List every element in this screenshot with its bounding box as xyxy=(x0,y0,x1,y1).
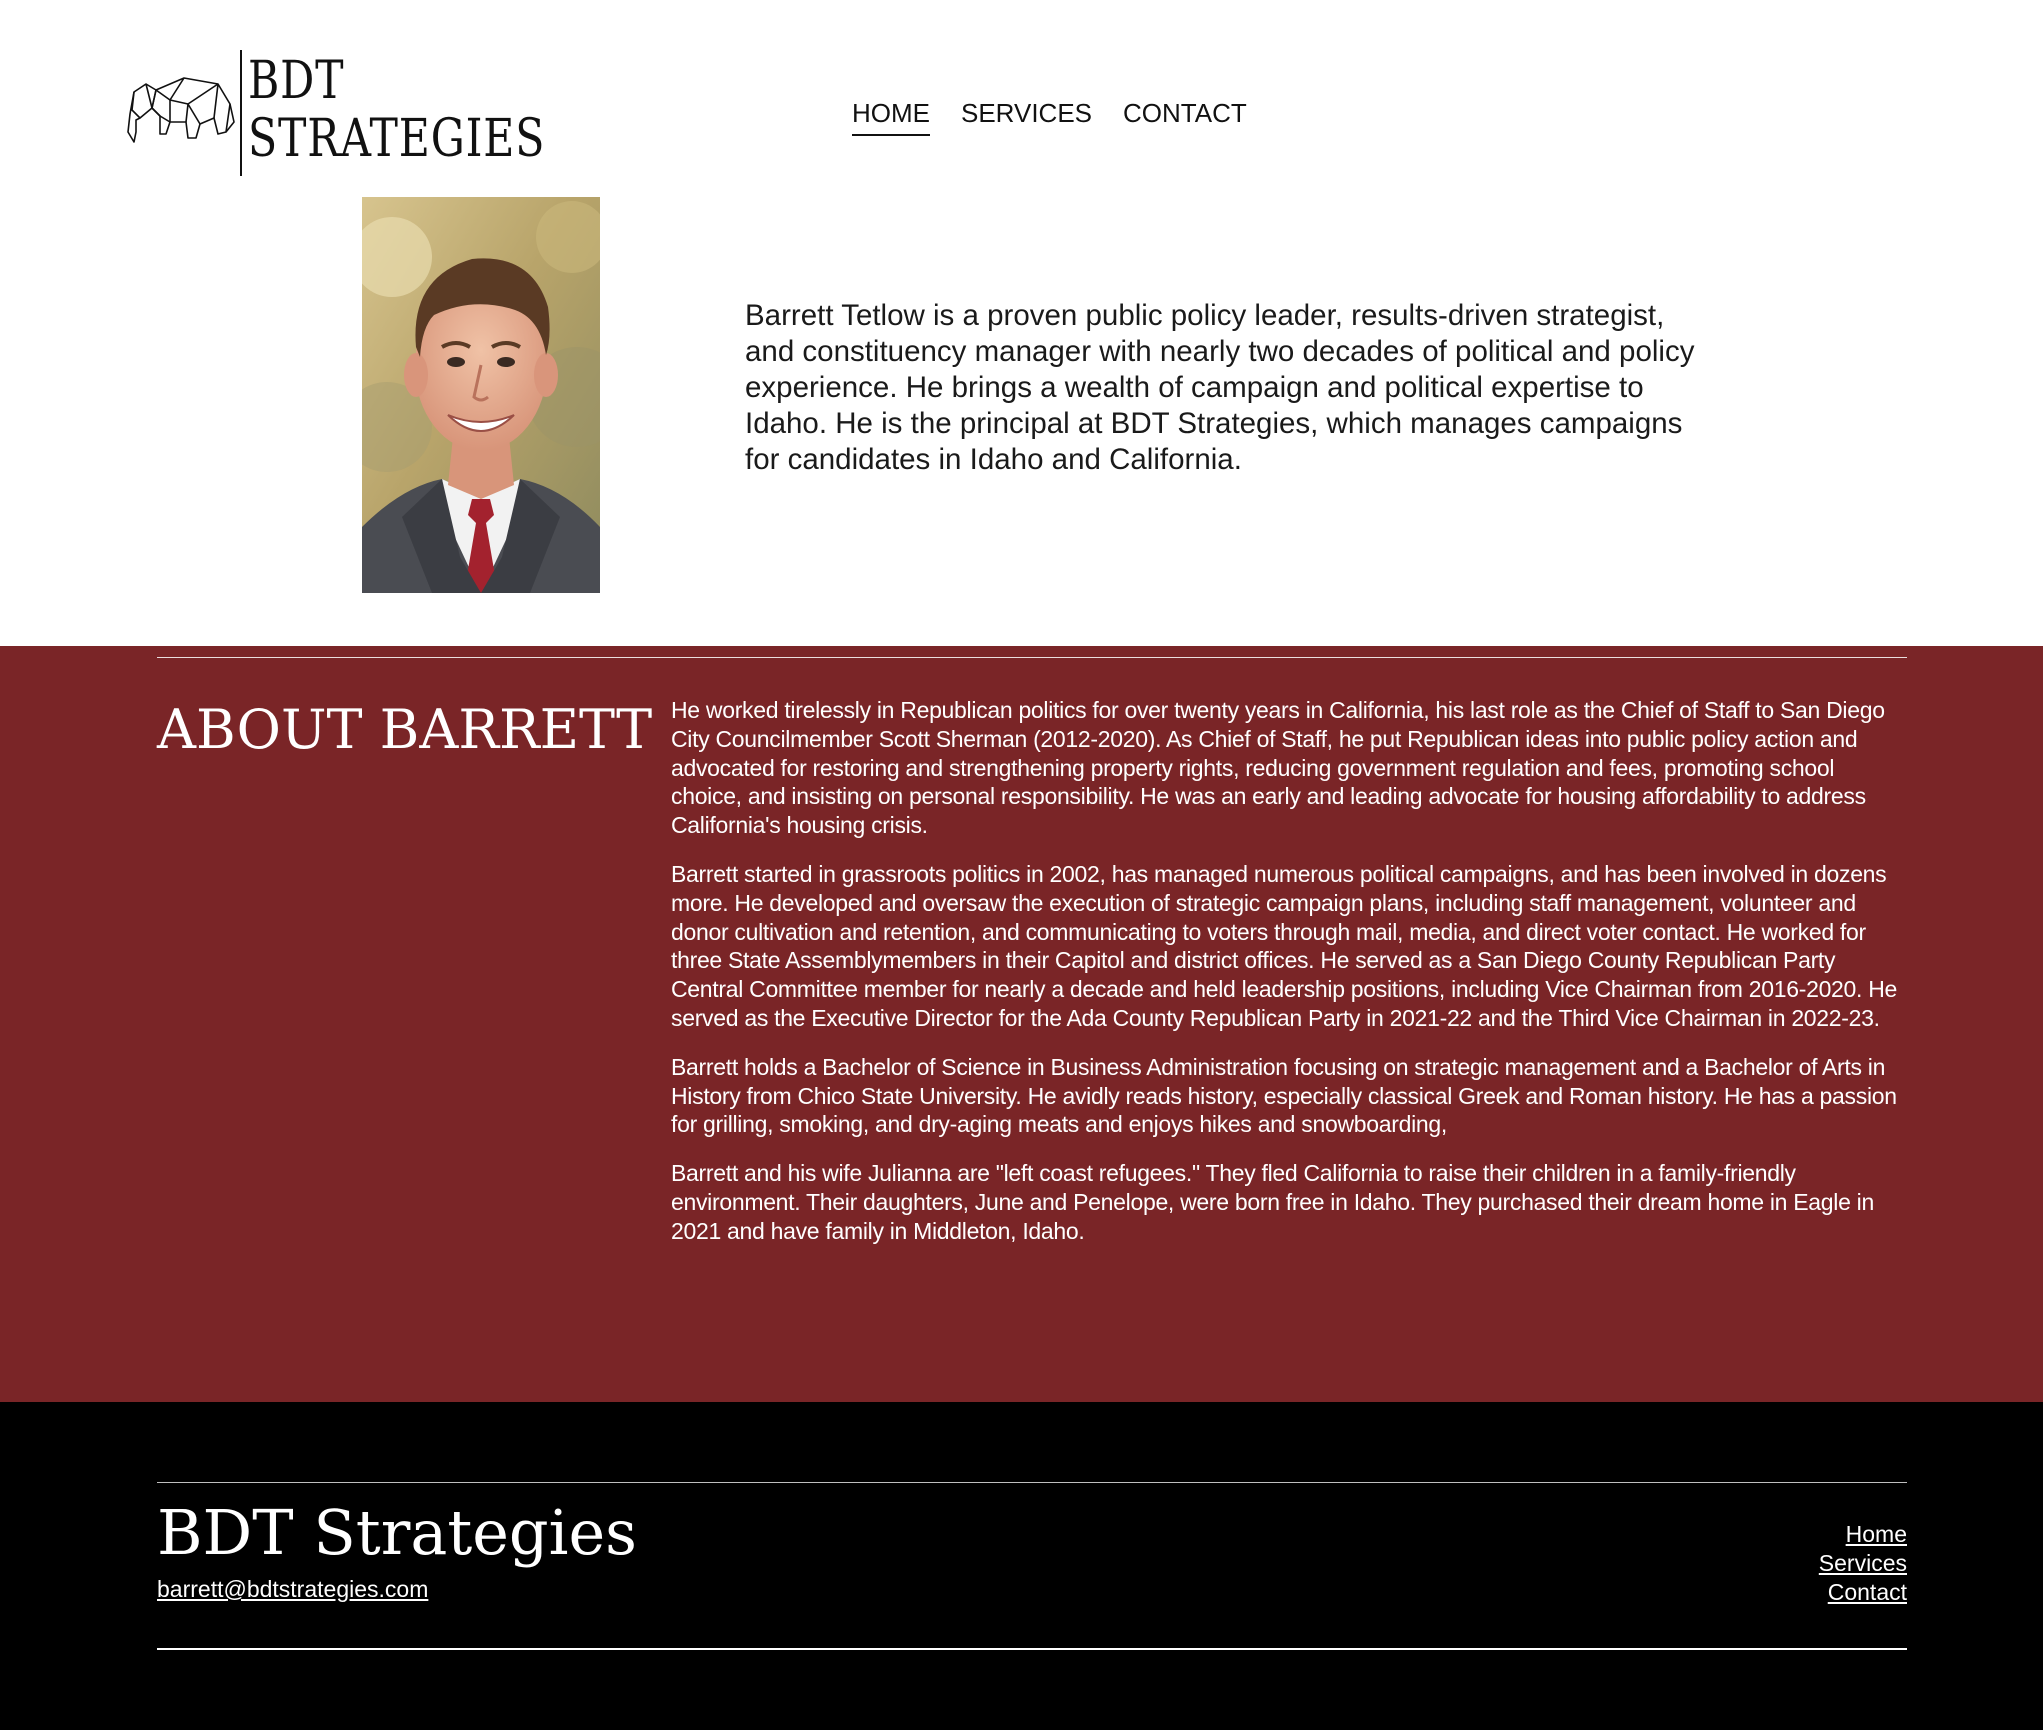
nav-contact-link[interactable]: CONTACT xyxy=(1123,98,1247,128)
footer-contact-link[interactable]: Contact xyxy=(1827,1579,1907,1605)
logo-line-2: STRATEGIES xyxy=(248,109,546,169)
logo-divider xyxy=(240,50,242,176)
footer-divider-bottom xyxy=(157,1648,1907,1650)
about-section xyxy=(0,646,2043,1402)
portrait-photo xyxy=(362,197,600,593)
about-body xyxy=(671,696,1907,1266)
footer-brand: BDT Strategies xyxy=(157,1496,637,1569)
footer-nav xyxy=(1819,1520,1907,1607)
footer-services-link[interactable]: Services xyxy=(1818,1550,1907,1576)
about-divider xyxy=(157,657,1907,658)
site-logo[interactable] xyxy=(126,50,546,178)
about-paragraph-2: Barrett started in grassroots politics in 2002, has managed numerous political campaigns, and has been involved in dozens more. He developed and oversaw the execution of strategic campaign plans, including staff management, volunteer and donor cultivation and retention, and communicating to voters through mail, media, and direct voter contact. He worked for three State Assemblymembers in their Capitol and district offices. He served as a San Diego County Republican Party Central Committee member for nearly a decade and held leadership positions, including Vice Chairman from 2016-2020. He served as the Executive Director for the Ada County Republican Party in 2021-22 and the Third Vice Chairman in 2022-23. xyxy=(671,860,1898,1031)
hero-intro-text: Barrett Tetlow is a proven public policy leader, results-driven strategist, and constituency manager with nearly two decades of political and policy experience. He brings a wealth of campaign and political expertise to Idaho. He is the principal at BDT Strategies, which manages campaigns for candidates in Idaho and California. xyxy=(745,299,1695,476)
main-nav xyxy=(852,96,1247,136)
footer-divider-top xyxy=(157,1482,1907,1483)
about-paragraph-1: He worked tirelessly in Republican politics for over twenty years in California, his last role as the Chief of Staff to San Diego City Councilmember Scott Sherman (2012-2020). As Chief of Staff, he put Republican ideas into public policy action and advocated for restoring and strengthening property rights, reducing government regulation and fees, promoting school choice, and insisting on personal responsibility. He was an early and leading advocate for housing affordability to address California's housing crisis. xyxy=(671,697,1885,839)
nav-services-link[interactable]: SERVICES xyxy=(961,98,1093,128)
site-footer xyxy=(0,1402,2043,1730)
about-paragraph-4: Barrett and his wife Julianna are "left coast refugees." They fled California to raise their children in a family-friendly environment. Their daughters, June and Penelope, were born free in Idaho. They purchased their dream home in Eagle in 2021 and have family in Middleton, Idaho. xyxy=(671,1160,1874,1244)
about-paragraph-3: Barrett holds a Bachelor of Science in Business Administration focusing on strategic management and a Bachelor of Arts in History from Chico State University. He avidly reads history, especially classical Greek and Roman history. He has a passion for grilling, smoking, and dry-aging meats and enjoys hikes and snowboarding, xyxy=(671,1053,1897,1138)
footer-home-link[interactable]: Home xyxy=(1845,1521,1907,1547)
nav-home-link[interactable]: HOME xyxy=(852,96,930,136)
about-title: ABOUT BARRETT xyxy=(157,698,653,761)
origami-elephant-icon xyxy=(126,70,238,180)
logo-line-1: BDT xyxy=(248,51,345,111)
footer-email-link[interactable]: barrett@bdtstrategies.com xyxy=(157,1576,429,1602)
portrait-illustration xyxy=(362,197,600,593)
logo-wordmark xyxy=(248,52,545,168)
site-header xyxy=(0,0,2043,190)
